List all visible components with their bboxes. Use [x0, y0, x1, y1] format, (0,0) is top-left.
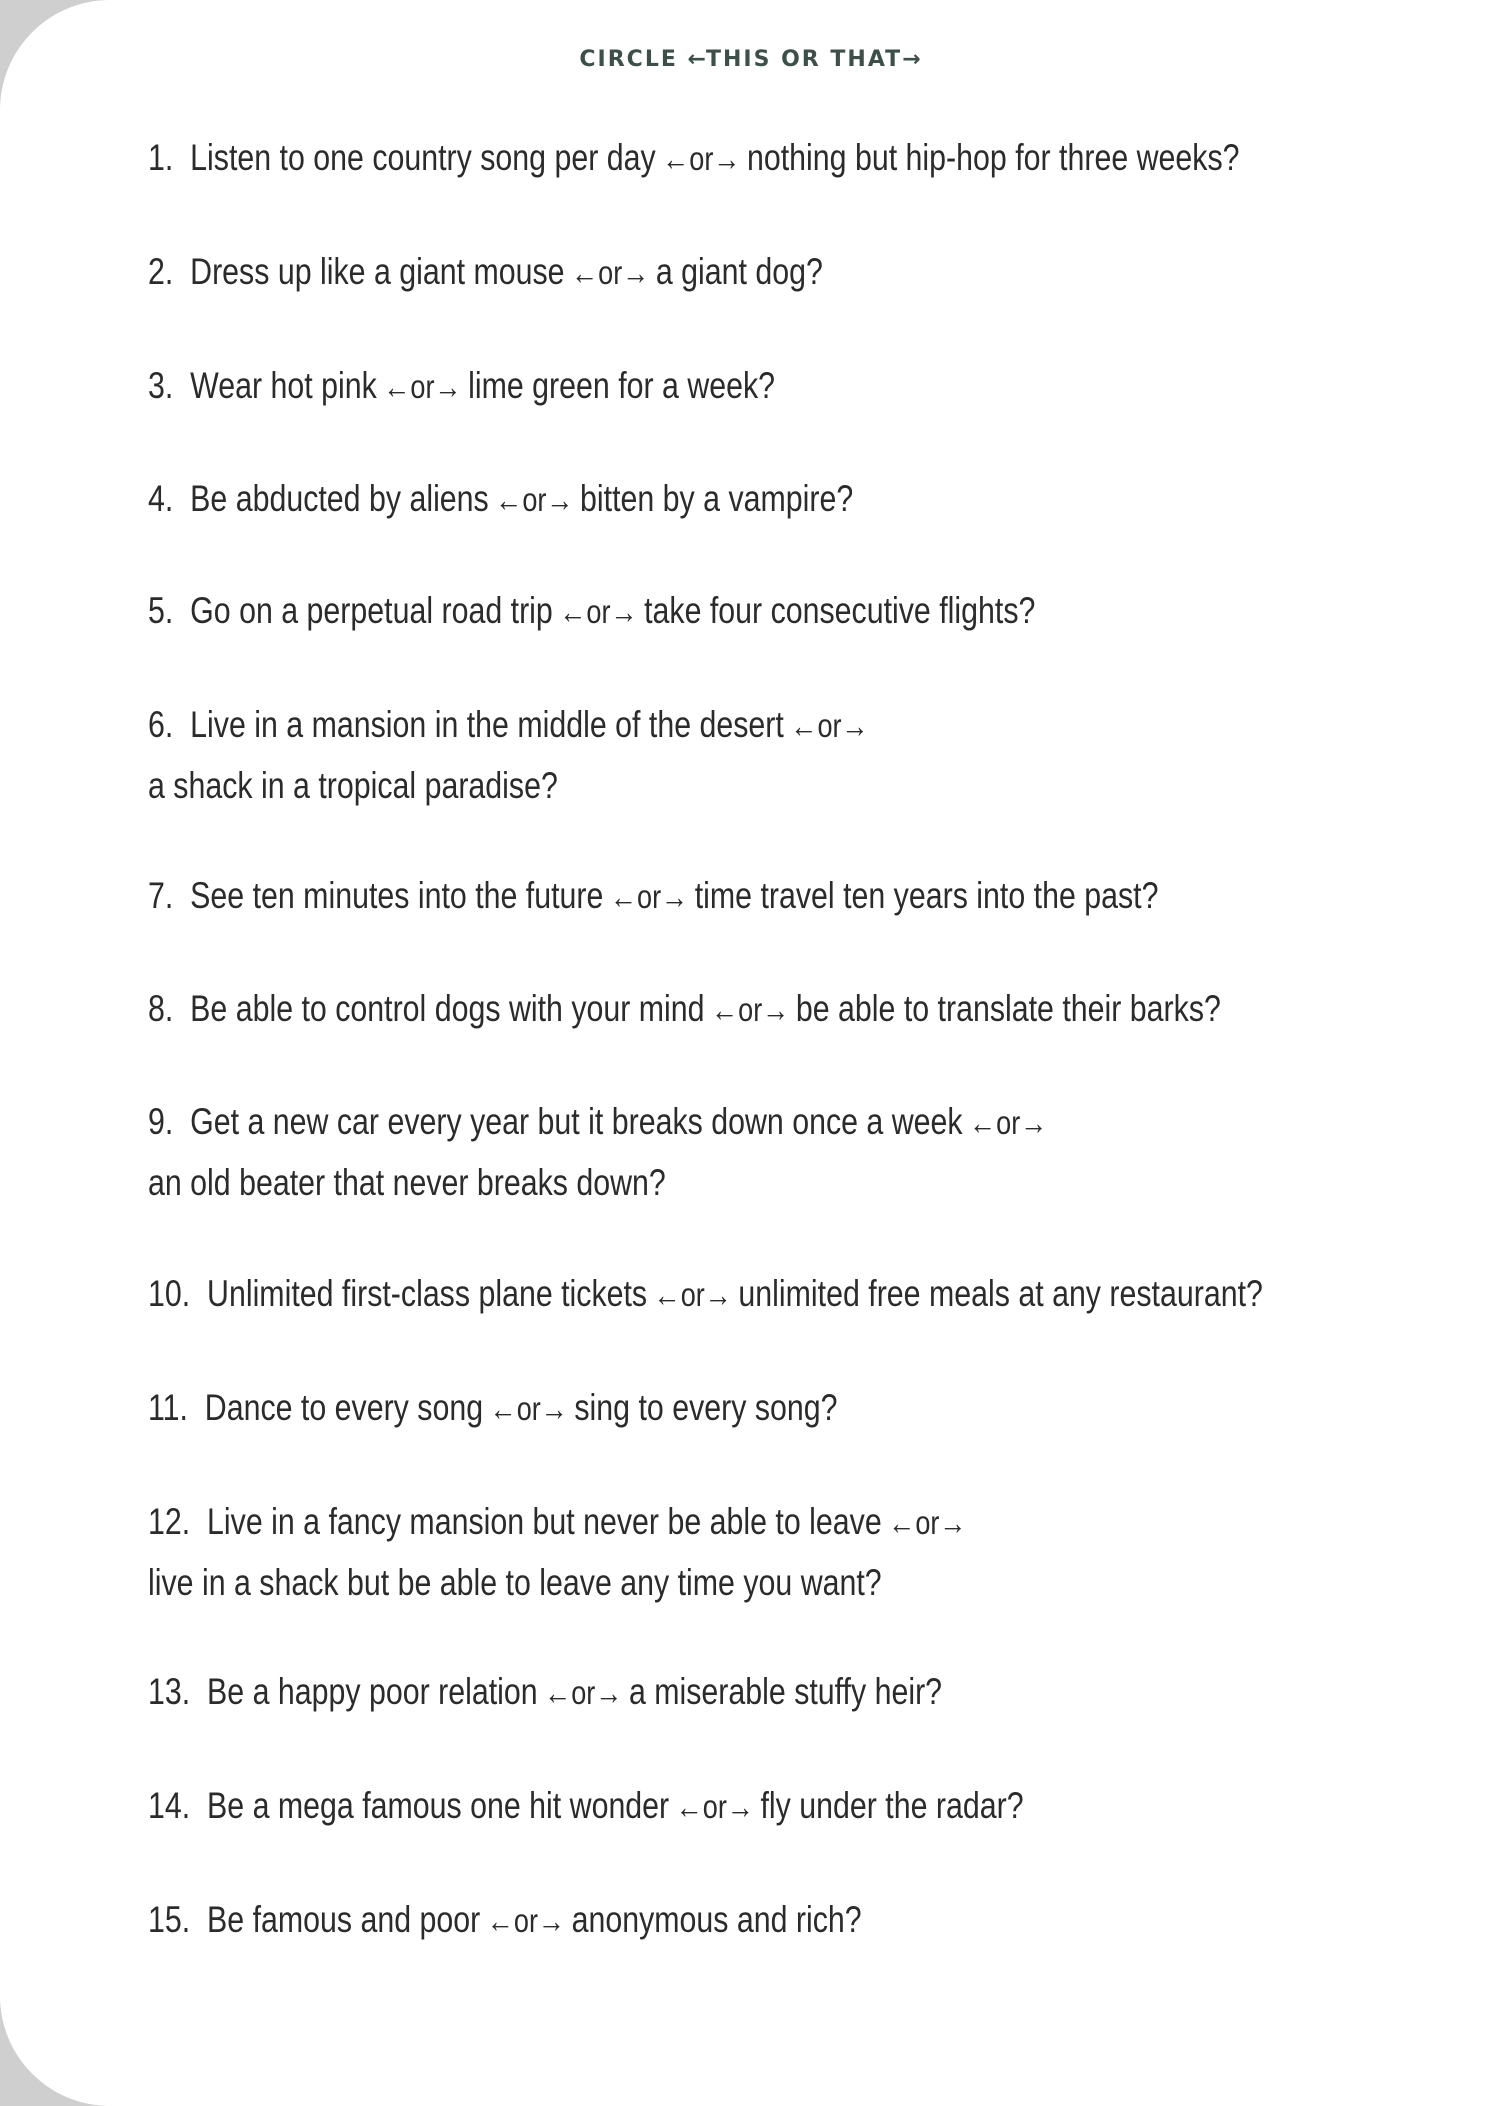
- option-this[interactable]: Wear hot pink: [190, 365, 377, 406]
- option-that[interactable]: unlimited free meals at any restaurant?: [738, 1273, 1263, 1314]
- question-item: [148, 581, 1239, 642]
- question-item: [148, 242, 1239, 303]
- or-connector-icon: ←or→: [489, 1390, 568, 1427]
- option-that[interactable]: sing to every song?: [574, 1387, 838, 1428]
- question-number: 15.: [148, 1899, 191, 1940]
- or-connector-icon: ←or→: [486, 1902, 566, 1939]
- question-item: [148, 866, 1239, 927]
- right-arrow-icon: →: [902, 47, 921, 72]
- or-connector-icon: ←or→: [559, 593, 638, 630]
- question-item: [148, 1776, 1239, 1837]
- question-number: 14.: [148, 1785, 191, 1826]
- option-this[interactable]: Go on a perpetual road trip: [190, 590, 553, 631]
- question-item: [148, 1662, 1239, 1723]
- option-that[interactable]: a giant dog?: [655, 251, 823, 292]
- left-arrow-icon: ←: [687, 47, 706, 72]
- header-this-or-that: THIS OR THAT: [705, 47, 903, 72]
- question-number: 13.: [148, 1671, 191, 1712]
- question-item: [148, 128, 1239, 189]
- option-that[interactable]: live in a shack but be able to leave any time you want?: [148, 1562, 882, 1603]
- header-circle-word: CIRCLE: [579, 47, 678, 72]
- question-number: 1.: [148, 137, 174, 178]
- option-that[interactable]: take four consecutive flights?: [644, 590, 1036, 631]
- question-number: 10.: [148, 1273, 191, 1314]
- option-that[interactable]: lime green for a week?: [468, 365, 776, 406]
- question-number: 7.: [148, 875, 174, 916]
- question-number: 5.: [148, 590, 174, 631]
- option-that[interactable]: anonymous and rich?: [571, 1899, 862, 1940]
- option-this[interactable]: Be abducted by aliens: [190, 478, 489, 519]
- or-connector-icon: ←or→: [544, 1674, 623, 1711]
- option-this[interactable]: Live in a fancy mansion but never be able to leave: [207, 1501, 882, 1542]
- option-this[interactable]: Live in a mansion in the middle of the desert: [190, 704, 784, 745]
- or-connector-icon: ←or→: [675, 1788, 754, 1825]
- option-that[interactable]: a miserable stuffy heir?: [628, 1671, 943, 1712]
- or-connector-icon: ←or→: [888, 1504, 967, 1541]
- or-connector-icon: ←or→: [383, 368, 462, 405]
- option-this[interactable]: Listen to one country song per day: [190, 137, 656, 178]
- question-item: [148, 1264, 1263, 1325]
- question-item: [148, 1092, 1239, 1213]
- question-item: [148, 469, 1239, 530]
- option-that[interactable]: an old beater that never breaks down?: [148, 1162, 666, 1203]
- option-that[interactable]: fly under the radar?: [760, 1785, 1024, 1826]
- question-item: [148, 356, 1239, 417]
- question-number: 6.: [148, 704, 174, 745]
- option-this[interactable]: Be famous and poor: [207, 1899, 481, 1940]
- or-connector-icon: ←or→: [495, 481, 574, 518]
- or-connector-icon: ←or→: [790, 707, 869, 744]
- or-connector-icon: ←or→: [653, 1276, 732, 1313]
- question-item: [148, 1378, 1239, 1439]
- option-that[interactable]: time travel ten years into the past?: [694, 875, 1159, 916]
- question-number: 4.: [148, 478, 174, 519]
- option-that[interactable]: bitten by a vampire?: [580, 478, 854, 519]
- option-this[interactable]: See ten minutes into the future: [190, 875, 604, 916]
- question-item: [148, 1890, 1239, 1951]
- or-connector-icon: ←or→: [969, 1104, 1048, 1141]
- question-number: 2.: [148, 251, 174, 292]
- question-number: 8.: [148, 988, 174, 1029]
- question-item: [148, 979, 1239, 1040]
- or-connector-icon: ←or→: [711, 991, 790, 1028]
- option-this[interactable]: Be a mega famous one hit wonder: [207, 1785, 670, 1826]
- question-number: 11.: [148, 1387, 188, 1428]
- question-item: [148, 1492, 1239, 1613]
- question-number: 12.: [148, 1501, 191, 1542]
- page-header: [0, 47, 1500, 72]
- or-connector-icon: ←or→: [571, 254, 650, 291]
- option-this[interactable]: Dress up like a giant mouse: [190, 251, 565, 292]
- option-this[interactable]: Be a happy poor relation: [207, 1671, 538, 1712]
- option-that[interactable]: nothing but hip-hop for three weeks?: [746, 137, 1240, 178]
- or-connector-icon: ←or→: [662, 140, 741, 177]
- question-item: [148, 695, 1239, 816]
- option-this[interactable]: Dance to every song: [204, 1387, 484, 1428]
- option-this[interactable]: Get a new car every year but it breaks down once a week: [190, 1101, 963, 1142]
- or-connector-icon: ←or→: [609, 878, 689, 915]
- option-this[interactable]: Be able to control dogs with your mind: [190, 988, 705, 1029]
- option-that[interactable]: a shack in a tropical paradise?: [148, 765, 558, 806]
- question-number: 3.: [148, 365, 174, 406]
- option-this[interactable]: Unlimited first-class plane tickets: [207, 1273, 648, 1314]
- option-that[interactable]: be able to translate their barks?: [795, 988, 1221, 1029]
- question-number: 9.: [148, 1101, 174, 1142]
